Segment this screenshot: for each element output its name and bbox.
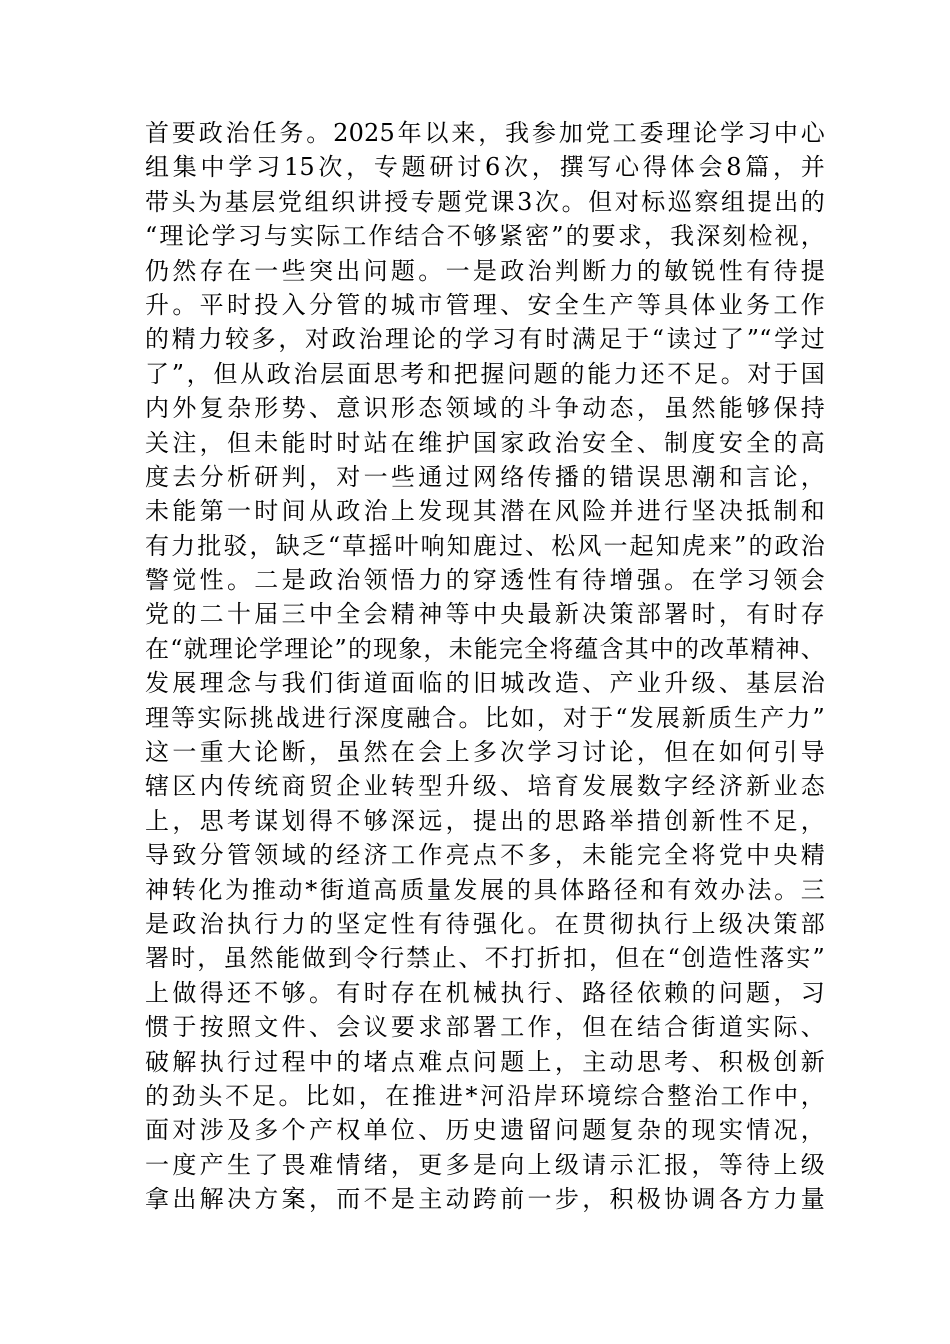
text-line: 带头为基层党组织讲授专题党课3次。但对标巡察组提出的	[145, 187, 825, 216]
text-line: 党的二十届三中全会精神等中央最新决策部署时，有时存	[145, 600, 825, 629]
text-line: 首要政治任务。2025年以来，我参加党工委理论学习中心	[145, 119, 825, 147]
text-line: 发展理念与我们街道面临的旧城改造、产业升级、基层治	[145, 669, 825, 698]
body-paragraph	[145, 116, 825, 1217]
text-line: 惯于按照文件、会议要求部署工作，但在结合街道实际、	[145, 1013, 825, 1042]
text-line: 警觉性。二是政治领悟力的穿透性有待增强。在学习领会	[145, 566, 825, 595]
text-line: 的精力较多，对政治理论的学习有时满足于“读过了”“学过	[145, 325, 825, 354]
text-line: 是政治执行力的坚定性有待强化。在贯彻执行上级决策部	[145, 909, 825, 938]
text-line: 的劲头不足。比如，在推进*河沿岸环境综合整治工作中，	[145, 1081, 825, 1110]
text-line: 一度产生了畏难情绪，更多是向上级请示汇报，等待上级	[145, 1150, 825, 1179]
text-line: 这一重大论断，虽然在会上多次学习讨论，但在如何引导	[145, 738, 825, 767]
text-line: 上，思考谋划得不够深远，提出的思路举措创新性不足，	[145, 806, 825, 835]
text-line: 导致分管领域的经济工作亮点不多，未能完全将党中央精	[145, 841, 825, 870]
text-line: 拿出解决方案，而不是主动跨前一步，积极协调各方力量	[145, 1185, 825, 1214]
text-line: 未能第一时间从政治上发现其潜在风险并进行坚决抵制和	[145, 497, 825, 526]
text-line: 神转化为推动*街道高质量发展的具体路径和有效办法。三	[145, 875, 825, 904]
text-line: 署时，虽然能做到令行禁止、不打折扣，但在“创造性落实”	[145, 944, 825, 973]
text-line: 组集中学习15次，专题研讨6次，撰写心得体会8篇，并	[145, 153, 825, 182]
text-line: 有力批驳，缺乏“草摇叶响知鹿过、松风一起知虎来”的政治	[145, 531, 825, 560]
text-line: 升。平时投入分管的城市管理、安全生产等具体业务工作	[145, 290, 825, 319]
text-line: 面对涉及多个产权单位、历史遗留问题复杂的现实情况，	[145, 1116, 825, 1145]
text-line: 关注，但未能时时站在维护国家政治安全、制度安全的高	[145, 428, 825, 457]
text-line: 辖区内传统商贸企业转型升级、培育发展数字经济新业态	[145, 772, 825, 801]
text-line: 仍然存在一些突出问题。一是政治判断力的敏锐性有待提	[145, 256, 825, 285]
text-line: 内外复杂形势、意识形态领域的斗争动态，虽然能够保持	[145, 394, 825, 423]
text-line: “理论学习与实际工作结合不够紧密”的要求，我深刻检视，	[145, 222, 825, 251]
text-line: 上做得还不够。有时存在机械执行、路径依赖的问题，习	[145, 978, 825, 1007]
text-line: 理等实际挑战进行深度融合。比如，对于“发展新质生产力”	[145, 703, 825, 732]
text-line: 在“就理论学理论”的现象，未能完全将蕴含其中的改革精神、	[145, 634, 825, 663]
text-line: 破解执行过程中的堵点难点问题上，主动思考、积极创新	[145, 1047, 825, 1076]
text-line: 了”，但从政治层面思考和把握问题的能力还不足。对于国	[145, 359, 825, 388]
text-line: 度去分析研判，对一些通过网络传播的错误思潮和言论，	[145, 462, 825, 491]
